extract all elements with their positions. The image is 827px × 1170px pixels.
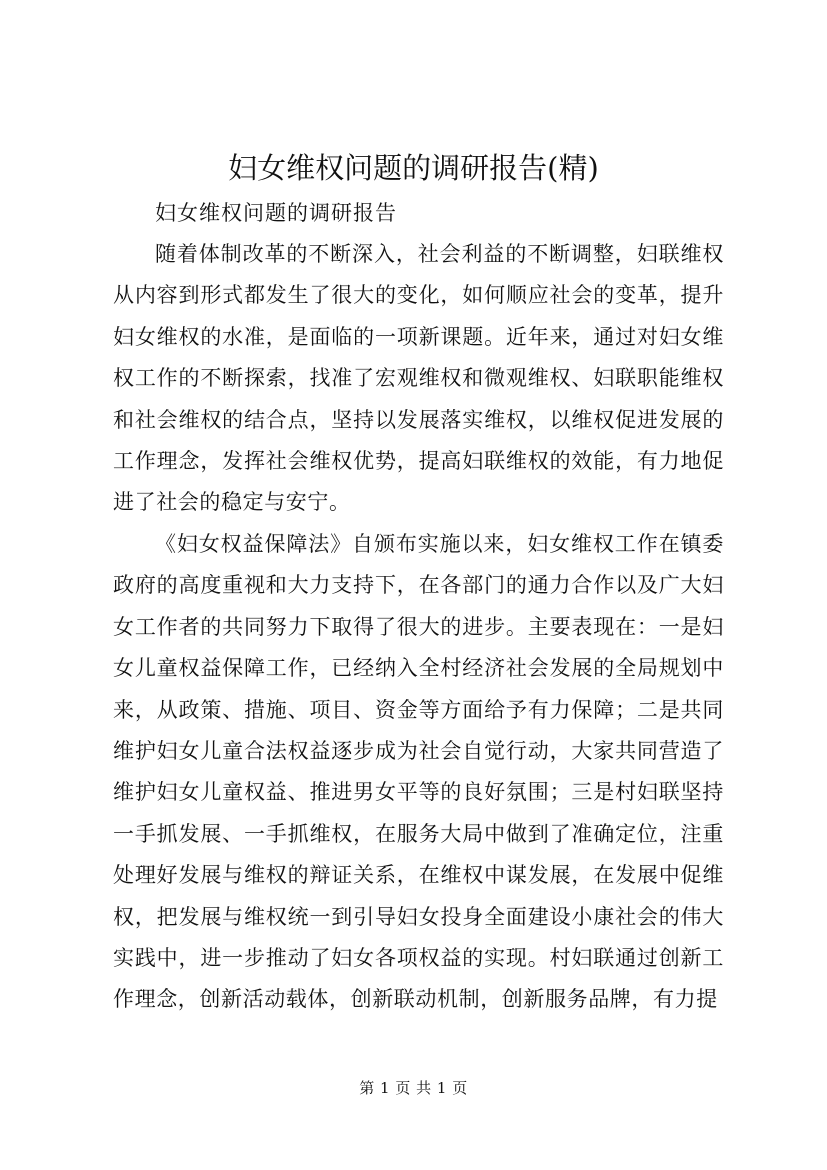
document-subtitle: 妇女维权问题的调研报告 <box>155 201 397 225</box>
document-title: 妇女维权问题的调研报告(精) <box>228 151 599 185</box>
paragraph-1: 随着体制改革的不断深入，社会利益的不断调整，妇联维权从内容到形式都发生了很大的变化，如何顺应社会的变革，提升妇女维权的水准，是面临的一项新课题。近年来，通过对妇女维权工作的不断探索，找准了宏观维权和微观维权、妇联职能维权和社会维权的结合点，坚持以发展落实维权，以维权促进发展的工作理念，发挥社会维权优势，提高妇联维权的效能，有力地促进了社会的稳定与安宁。 <box>113 242 724 515</box>
paragraph-2: 《妇女权益保障法》自颁布实施以来，妇女维权工作在镇委政府的高度重视和大力支持下，在各部门的通力合作以及广大妇女工作者的共同努力下取得了很大的进步。主要表现在：一是妇女儿童权益保障工作，已经纳入全村经济社会发展的全局规划中来，从政策、措施、项目、资金等方面给予有力保障；二是共同维护妇女儿童合法权益逐步成为社会自觉行动，大家共同营造了维护妇女儿童权益、推进男女平等的良好氛围；三是村妇联坚持一手抓发展、一手抓维权，在服务大局中做到了准确定位，注重处理好发展与维权的辩证关系，在维权中谋发展，在发展中促维权，把发展与维权统一到引导妇女投身全面建设小康社会的伟大实践中，进一步推动了妇女各项权益的实现。村妇联通过创新工作理念，创新活动载体，创新联动机制，创新服务品牌，有力提 <box>113 532 724 1012</box>
page-footer: 第 1 页 共 1 页 <box>359 1079 468 1097</box>
